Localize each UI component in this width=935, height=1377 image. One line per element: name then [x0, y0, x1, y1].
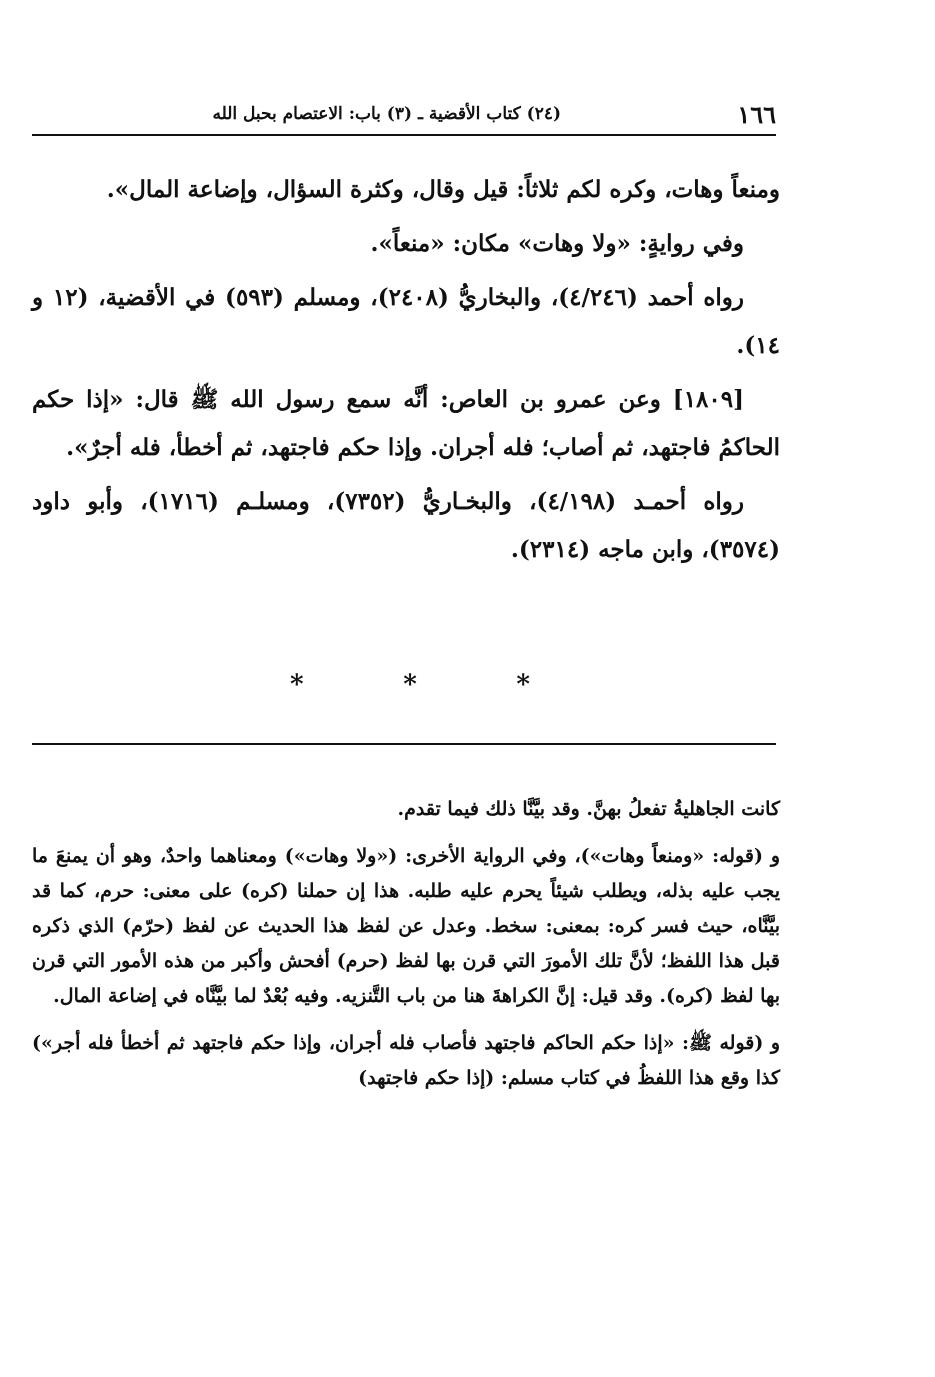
section-separator-stars [290, 670, 530, 700]
hadith-paragraph: وفي روايةٍ: «ولا وهات» مكان: «منعاً». [370, 230, 744, 257]
hadith-citation: رواه أحمـد (٤/١٩٨)، والبخـاريُّ (٧٣٥٢)، ومسلـم (١٧١٦)، وأبو داود (٣٥٧٤)، وابن ماجه (٢٣١٤). [32, 488, 780, 563]
hadith-paragraph: ومنعاً وهات، وكره لكم ثلاثاً: قيل وقال، وكثرة السؤال، وإضاعة المال». [106, 176, 780, 203]
star-ornament: * [516, 670, 530, 700]
hadith-paragraph: [١٨٠٩] وعن عمرو بن العاص: أنَّه سمع رسول الله ﷺ قال: «إذا حكم الحاكمُ فاجتهد، ثم أصاب؛ فله أجران. وإذا حكم فاجتهد، ثم أخطأ، فله أجرٌ». [32, 386, 780, 461]
hadith-citation: رواه أحمد (٤/٢٤٦)، والبخاريُّ (٢٤٠٨)، ومسلم (٥٩٣) في الأقضية، (١٢ و ١٤). [32, 284, 780, 359]
commentary-paragraph: و (قوله ﷺ: «إذا حكم الحاكم فاجتهد فأصاب فله أجران، وإذا حكم فاجتهد ثم أخطأ فله أجر») كذا وقع هذا اللفظُ في كتاب مسلم: (إذا حكم فاجتهد) [32, 1032, 780, 1089]
commentary-paragraph: كانت الجاهليةُ تفعلُ بهنَّ. وقد بيَّنَّا ذلك فيما تقدم. [397, 798, 780, 820]
hadith-text [32, 166, 780, 580]
footnote-divider [32, 743, 776, 745]
commentary-text [32, 792, 780, 1108]
running-title: (٢٤) كتاب الأقضية ـ (٣) باب: الاعتصام بحبل الله [212, 104, 561, 124]
commentary-paragraph: و (قوله: «ومنعاً وهات»)، وفي الرواية الأخرى: («ولا وهات») ومعناهما واحدٌ، وهو أن يمنعَ ما يجب عليه بذله، ويطلب شيئاً يحرم عليه طلبه. هذا إن حملنا (كره) على معنى: حرم، كما قد بيَّنَّاه، حيث فسر كره: بمعنى: سخط. وعدل عن لفظ هذا الحديث عن لفظ (حرّم) الذي ذكره قبل هذا اللفظ؛ لأنَّ تلك الأمورَ التي قرن بها لفظ (حرم) أفحش وأكبر من هذه الأمور التي قرن بها لفظ (كره). وقد قيل: إنَّ الكراهةَ هنا من باب التَّنزيه. وفيه بُعْدٌ لما بيَّنَّاه في إضاعة المال. [32, 845, 780, 1007]
page-header [32, 100, 776, 136]
page-number: ١٦٦ [737, 100, 776, 129]
star-ornament: * [403, 670, 417, 700]
star-ornament: * [290, 670, 304, 700]
